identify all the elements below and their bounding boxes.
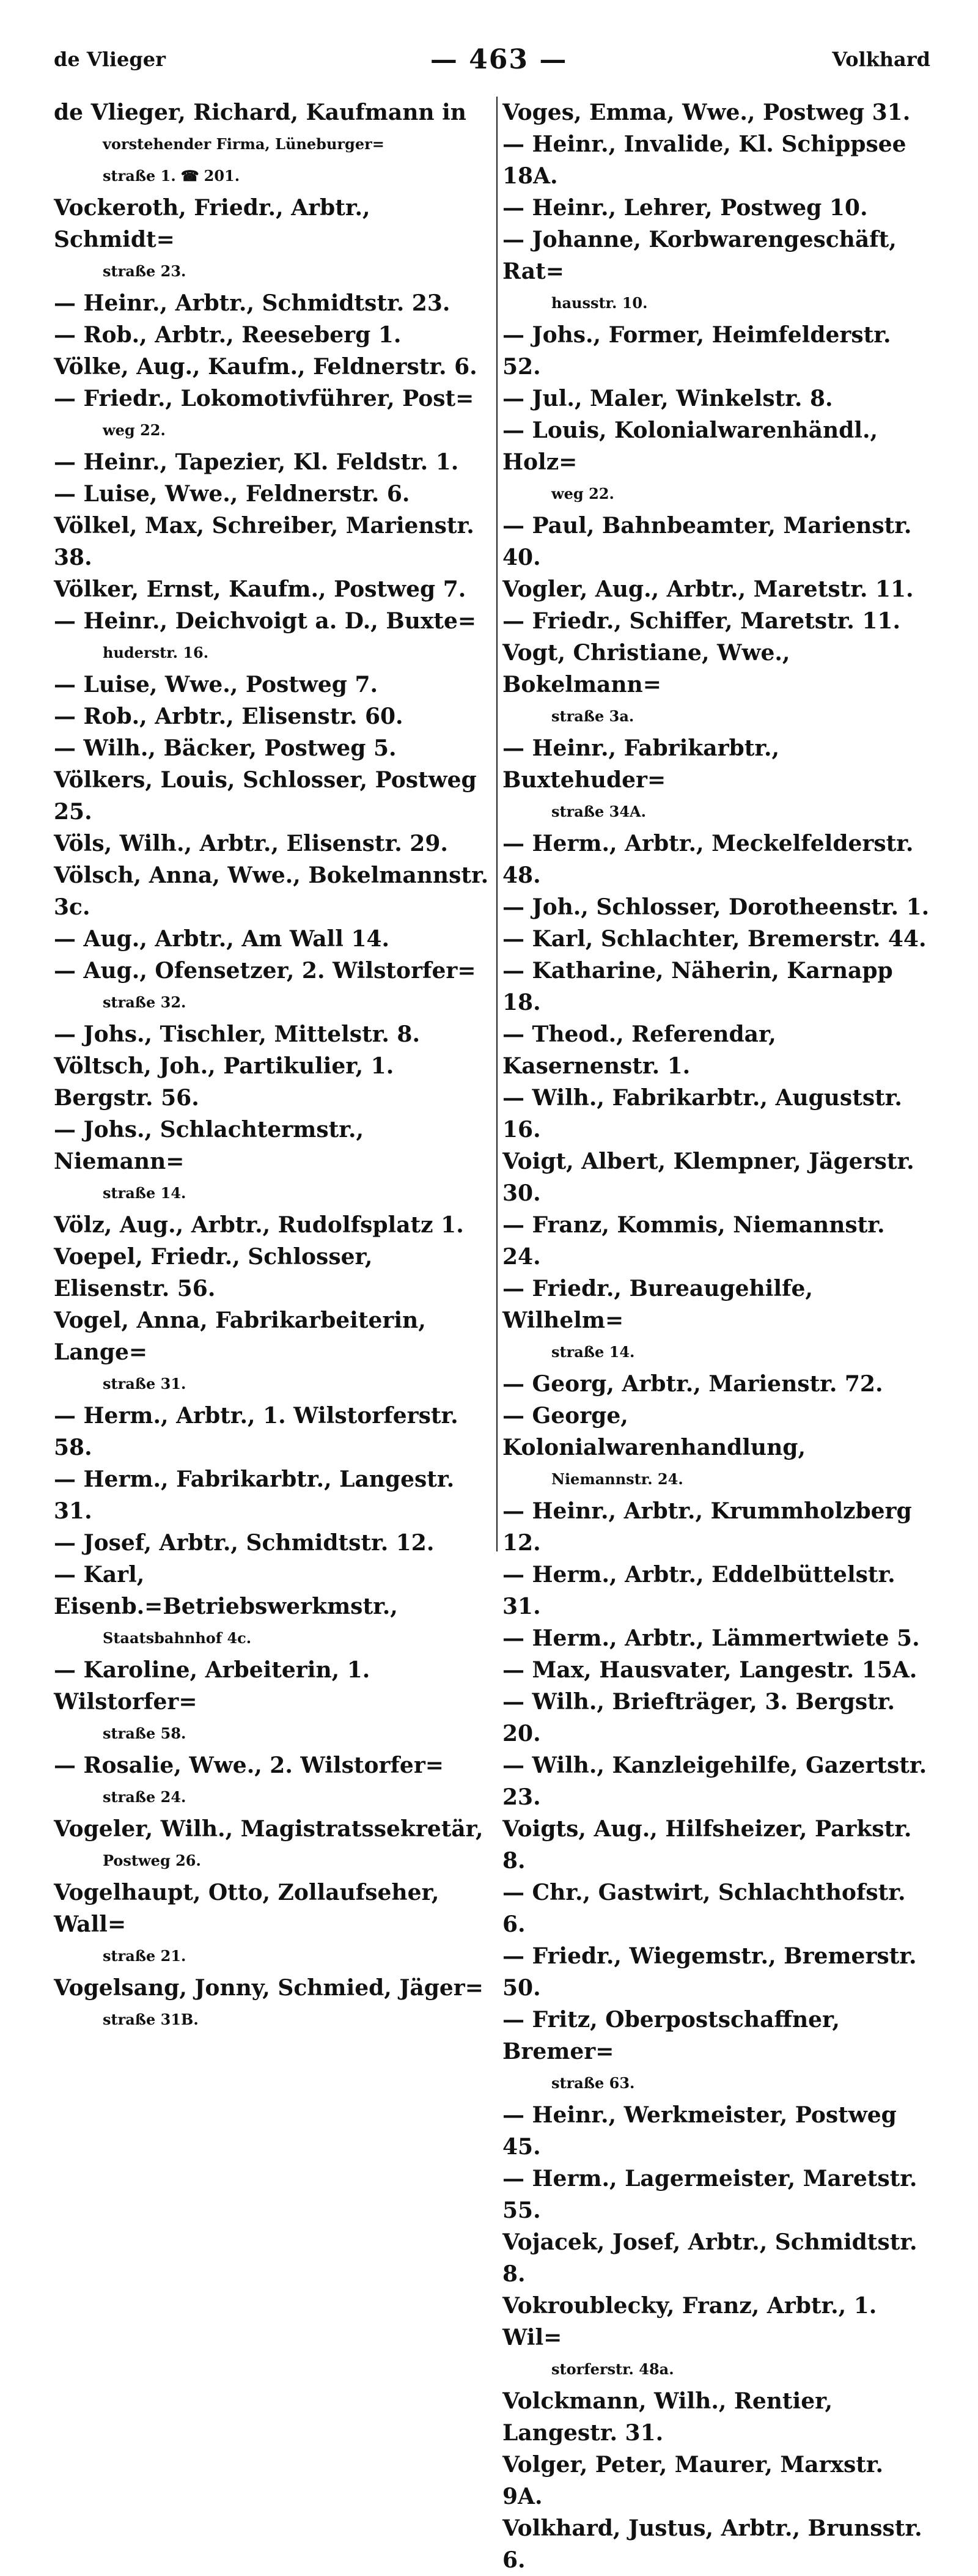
directory-entry-line xyxy=(54,605,494,637)
directory-entry-line xyxy=(54,414,494,446)
entry-text: Voigts, Aug., Hilfsheizer, Parkstr. 8. xyxy=(502,1816,912,1874)
directory-entry-line xyxy=(54,1368,494,1400)
directory-entry-line xyxy=(502,128,930,192)
entry-text: — Karl, Schlachter, Bremerstr. 44. xyxy=(502,926,927,952)
directory-entry-line xyxy=(502,2163,930,2226)
directory-entry-line xyxy=(502,2067,930,2099)
directory-entry-line xyxy=(54,1305,494,1368)
directory-entry-line xyxy=(502,383,930,414)
entry-text: — Wilh., Fabrikarbtr., Auguststr. 16. xyxy=(502,1085,902,1143)
entry-text: straße 23. xyxy=(103,262,186,280)
directory-entry-line xyxy=(502,2290,930,2353)
entry-text: — Paul, Bahnbeamter, Marienstr. 40. xyxy=(502,513,912,570)
entry-text: straße 21. xyxy=(103,1947,186,1965)
entry-text: vorstehender Firma, Lüneburger= xyxy=(103,135,384,153)
entry-text: straße 14. xyxy=(103,1184,186,1202)
entry-text: straße 63. xyxy=(551,2074,635,2092)
directory-entry-line xyxy=(54,319,494,351)
directory-entry-line xyxy=(54,1050,494,1114)
directory-entry-line xyxy=(54,1718,494,1750)
entry-text: Völke, Aug., Kaufm., Feldnerstr. 6. xyxy=(54,354,477,380)
entry-text: — Wilh., Briefträger, 3. Bergstr. 20. xyxy=(502,1689,895,1746)
entry-text: Vogler, Aug., Arbtr., Maretstr. 11. xyxy=(502,576,914,602)
entry-text: — Karoline, Arbeiterin, 1. Wilstorfer= xyxy=(54,1657,370,1715)
directory-entry-line xyxy=(502,1463,930,1495)
entry-text: straße 24. xyxy=(103,1788,186,1806)
page-number: — 463 — xyxy=(430,43,568,75)
directory-entry-line xyxy=(502,97,930,128)
entry-text: — Wilh., Kanzleigehilfe, Gazertstr. 23. xyxy=(502,1753,927,1810)
entry-text: weg 22. xyxy=(103,421,166,439)
entry-text: Vockeroth, Friedr., Arbtr., Schmidt= xyxy=(54,195,370,252)
entry-text: — Georg, Arbtr., Marienstr. 72. xyxy=(502,1371,883,1397)
directory-entry-line xyxy=(54,446,494,478)
directory-entry-line xyxy=(54,859,494,923)
entry-text: — Johs., Tischler, Mittelstr. 8. xyxy=(54,1021,421,1047)
directory-entry-line xyxy=(502,478,930,510)
directory-entry-line xyxy=(502,510,930,573)
directory-entry-line xyxy=(502,192,930,224)
entry-text: — Johanne, Korbwarengeschäft, Rat= xyxy=(502,227,897,284)
directory-entry-line xyxy=(54,1018,494,1050)
directory-entry-line xyxy=(54,828,494,859)
directory-entry-line xyxy=(54,637,494,669)
entry-text: straße 34A. xyxy=(551,803,647,820)
directory-entry-line xyxy=(502,1273,930,1336)
directory-entry-line xyxy=(502,1877,930,1940)
entry-text: — Karl, Eisenb.=Betriebswerkmstr., xyxy=(54,1562,398,1619)
entry-text: — Heinr., Lehrer, Postweg 10. xyxy=(502,195,868,221)
directory-entry-line xyxy=(502,2449,930,2512)
directory-entry-line xyxy=(502,1813,930,1877)
directory-entry-line xyxy=(502,287,930,319)
directory-entry-line xyxy=(54,1400,494,1463)
directory-entry-line xyxy=(502,2226,930,2290)
directory-entry-line xyxy=(54,573,494,605)
entry-text: Vogel, Anna, Fabrikarbeiterin, Lange= xyxy=(54,1308,426,1365)
entry-text: — Katharine, Näherin, Karnapp 18. xyxy=(502,958,893,1015)
entry-text: — Aug., Ofensetzer, 2. Wilstorfer= xyxy=(54,958,476,984)
entry-text: de Vlieger, Richard, Kaufmann in xyxy=(54,100,466,125)
directory-entry-line xyxy=(54,1877,494,1940)
directory-entry-line xyxy=(54,1972,494,2004)
directory-entry-line xyxy=(502,955,930,1018)
directory-entry-line xyxy=(502,1336,930,1368)
directory-entry-line xyxy=(502,2353,930,2385)
directory-entry-line xyxy=(502,1495,930,1559)
directory-entry-line xyxy=(54,764,494,828)
directory-entry-line xyxy=(502,1400,930,1463)
directory-entry-line xyxy=(502,1750,930,1813)
entry-text: Vogelsang, Jonny, Schmied, Jäger= xyxy=(54,1975,483,2001)
entry-text: Volger, Peter, Maurer, Marxstr. 9A. xyxy=(502,2452,884,2509)
directory-entry-line xyxy=(502,1622,930,1654)
header-left-keyword: de Vlieger xyxy=(54,48,166,71)
entry-text: straße 31B. xyxy=(103,2011,199,2028)
entry-text: Völkers, Louis, Schlosser, Postweg 25. xyxy=(54,767,477,825)
entry-text: Postweg 26. xyxy=(103,1852,201,1869)
directory-entry-line xyxy=(54,128,494,160)
entry-text: — Herm., Fabrikarbtr., Langestr. 31. xyxy=(54,1466,455,1524)
directory-entry-line xyxy=(54,1813,494,1845)
directory-entry-line xyxy=(54,1622,494,1654)
entry-text: — Wilh., Bäcker, Postweg 5. xyxy=(54,735,397,761)
entry-text: — Herm., Arbtr., Eddelbüttelstr. 31. xyxy=(502,1562,895,1619)
entry-text: — Louis, Kolonialwarenhändl., Holz= xyxy=(502,418,878,475)
entry-text: Völs, Wilh., Arbtr., Elisenstr. 29. xyxy=(54,831,448,856)
directory-entry-line xyxy=(502,1018,930,1082)
entry-text: — Herm., Arbtr., Lämmertwiete 5. xyxy=(502,1625,920,1651)
entry-text: — Franz, Kommis, Niemannstr. 24. xyxy=(502,1212,885,1270)
directory-entry-line xyxy=(502,732,930,796)
directory-entry-line xyxy=(502,1082,930,1146)
directory-entry-line xyxy=(502,1940,930,2004)
left-column xyxy=(54,97,494,2036)
entry-text: — Josef, Arbtr., Schmidtstr. 12. xyxy=(54,1530,435,1556)
entry-text: weg 22. xyxy=(551,485,614,502)
entry-text: — Heinr., Fabrikarbtr., Buxtehuder= xyxy=(502,735,780,793)
directory-entry-line xyxy=(502,1209,930,1273)
entry-text: straße 14. xyxy=(551,1343,635,1361)
entry-text: — Rob., Arbtr., Elisenstr. 60. xyxy=(54,704,403,729)
directory-entry-line xyxy=(54,1241,494,1305)
entry-text: Vokroublecky, Franz, Arbtr., 1. Wil= xyxy=(502,2293,877,2350)
directory-entry-line xyxy=(502,414,930,478)
entry-text: hausstr. 10. xyxy=(551,294,648,312)
directory-entry-line xyxy=(54,256,494,287)
directory-entry-line xyxy=(54,1781,494,1813)
entry-text: Volkhard, Justus, Arbtr., Brunsstr. 6. xyxy=(502,2515,922,2573)
directory-entry-line xyxy=(502,1654,930,1686)
entry-text: — Fritz, Oberpostschaffner, Bremer= xyxy=(502,2007,840,2064)
directory-entry-line xyxy=(502,701,930,732)
entry-text: — Friedr., Schiffer, Maretstr. 11. xyxy=(502,608,901,634)
entry-text: — Luise, Wwe., Feldnerstr. 6. xyxy=(54,481,410,507)
entry-text: Vogt, Christiane, Wwe., Bokelmann= xyxy=(502,640,790,697)
entry-text: straße 32. xyxy=(103,993,186,1011)
directory-entry-line xyxy=(54,160,494,192)
directory-entry-line xyxy=(502,1559,930,1622)
entry-text: — Chr., Gastwirt, Schlachthofstr. 6. xyxy=(502,1880,906,1937)
directory-entry-line xyxy=(502,2099,930,2163)
entry-text: — Herm., Arbtr., Meckelfelderstr. 48. xyxy=(502,831,914,888)
entry-text: straße 31. xyxy=(103,1375,186,1393)
directory-entry-line xyxy=(502,605,930,637)
page-header xyxy=(54,38,930,81)
directory-entry-line xyxy=(54,1750,494,1781)
entry-text: Staatsbahnhof 4c. xyxy=(103,1629,252,1647)
header-right-keyword: Volkhard xyxy=(832,48,930,71)
entry-text: — Luise, Wwe., Postweg 7. xyxy=(54,672,378,697)
entry-text: — Friedr., Bureaugehilfe, Wilhelm= xyxy=(502,1276,813,1333)
directory-entry-line xyxy=(54,955,494,987)
directory-entry-line xyxy=(502,2004,930,2067)
directory-entry-line xyxy=(502,1146,930,1209)
entry-text: — Friedr., Wiegemstr., Bremerstr. 50. xyxy=(502,1943,917,2001)
directory-entry-line xyxy=(54,923,494,955)
entry-text: Völkel, Max, Schreiber, Marienstr. 38. xyxy=(54,513,474,570)
directory-entry-line xyxy=(54,1845,494,1877)
directory-entry-line xyxy=(54,97,494,128)
directory-entry-line xyxy=(502,1368,930,1400)
directory-entry-line xyxy=(502,224,930,287)
entry-text: — Rosalie, Wwe., 2. Wilstorfer= xyxy=(54,1753,444,1778)
directory-entry-line xyxy=(54,1463,494,1527)
entry-text: straße 3a. xyxy=(551,707,634,725)
entry-text: — Heinr., Werkmeister, Postweg 45. xyxy=(502,2102,897,2160)
directory-entry-line xyxy=(502,573,930,605)
entry-text: — Heinr., Arbtr., Krummholzberg 12. xyxy=(502,1498,912,1556)
entry-text: — Jul., Maler, Winkelstr. 8. xyxy=(502,386,833,411)
entry-text: Vogelhaupt, Otto, Zollaufseher, Wall= xyxy=(54,1880,439,1937)
directory-entry-line xyxy=(54,732,494,764)
directory-entry-line xyxy=(54,383,494,414)
entry-text: — Heinr., Tapezier, Kl. Feldstr. 1. xyxy=(54,449,459,475)
entry-text: Vogeler, Wilh., Magistratssekretär, xyxy=(54,1816,483,1842)
entry-text: Völz, Aug., Arbtr., Rudolfsplatz 1. xyxy=(54,1212,464,1238)
directory-entry-line xyxy=(54,1559,494,1622)
entry-text: — Theod., Referendar, Kasernenstr. 1. xyxy=(502,1021,776,1079)
directory-entry-line xyxy=(502,923,930,955)
entry-text: — Heinr., Invalide, Kl. Schippsee 18A. xyxy=(502,131,906,189)
directory-entry-line xyxy=(54,510,494,573)
directory-entry-line xyxy=(54,701,494,732)
column-divider xyxy=(496,97,498,1551)
directory-entry-line xyxy=(502,319,930,383)
entry-text: huderstr. 16. xyxy=(103,644,209,661)
entry-text: Voepel, Friedr., Schlosser, Elisenstr. 56. xyxy=(54,1244,373,1301)
phone-number: 201. xyxy=(204,167,240,185)
directory-entry-line xyxy=(502,2385,930,2449)
directory-entry-line xyxy=(502,637,930,701)
entry-text: — Johs., Former, Heimfelderstr. 52. xyxy=(502,322,891,380)
entry-text: — Herm., Lagermeister, Maretstr. 55. xyxy=(502,2166,917,2223)
entry-text: storferstr. 48a. xyxy=(551,2360,674,2378)
directory-entry-line xyxy=(54,1654,494,1718)
entry-text: — Johs., Schlachtermstr., Niemann= xyxy=(54,1117,364,1174)
directory-entry-line xyxy=(54,351,494,383)
directory-entry-line xyxy=(54,478,494,510)
entry-text: — Max, Hausvater, Langestr. 15A. xyxy=(502,1657,917,1683)
directory-entry-line xyxy=(54,192,494,256)
directory-entry-line xyxy=(502,891,930,923)
entry-text: — Friedr., Lokomotivführer, Post= xyxy=(54,386,474,411)
entry-text: straße 58. xyxy=(103,1724,186,1742)
entry-text: Völsch, Anna, Wwe., Bokelmannstr. 3c. xyxy=(54,863,489,920)
entry-text: — George, Kolonialwarenhandlung, xyxy=(502,1403,806,1460)
telephone-icon: ☎ xyxy=(180,167,199,185)
directory-entry-line xyxy=(54,2004,494,2036)
directory-entry-line xyxy=(54,987,494,1018)
directory-entry-line xyxy=(54,1114,494,1177)
directory-entry-line xyxy=(54,1940,494,1972)
entry-text: — Joh., Schlosser, Dorotheenstr. 1. xyxy=(502,894,930,920)
directory-entry-line xyxy=(502,796,930,828)
entry-text: straße 1. xyxy=(103,167,176,185)
directory-entry-line xyxy=(54,1209,494,1241)
directory-entry-line xyxy=(54,669,494,701)
entry-text: — Heinr., Arbtr., Schmidtstr. 23. xyxy=(54,290,450,316)
right-column xyxy=(502,97,930,2576)
entry-text: Niemannstr. 24. xyxy=(551,1470,683,1488)
entry-text: — Aug., Arbtr., Am Wall 14. xyxy=(54,926,390,952)
entry-text: — Heinr., Deichvoigt a. D., Buxte= xyxy=(54,608,477,634)
entry-text: Vojacek, Josef, Arbtr., Schmidtstr. 8. xyxy=(502,2229,917,2287)
entry-text: Völtsch, Joh., Partikulier, 1. Bergstr. 56. xyxy=(54,1053,394,1111)
directory-entry-line xyxy=(54,1527,494,1559)
entry-text: Völker, Ernst, Kaufm., Postweg 7. xyxy=(54,576,466,602)
directory-entry-line xyxy=(502,1686,930,1750)
directory-entry-line xyxy=(502,2512,930,2576)
entry-text: Voges, Emma, Wwe., Postweg 31. xyxy=(502,100,911,125)
entry-text: — Rob., Arbtr., Reeseberg 1. xyxy=(54,322,402,348)
directory-entry-line xyxy=(54,287,494,319)
entry-text: — Herm., Arbtr., 1. Wilstorferstr. 58. xyxy=(54,1403,458,1460)
entry-text: Voigt, Albert, Klempner, Jägerstr. 30. xyxy=(502,1149,914,1206)
entry-text: Volckmann, Wilh., Rentier, Langestr. 31. xyxy=(502,2388,833,2446)
directory-entry-line xyxy=(54,1177,494,1209)
directory-entry-line xyxy=(502,828,930,891)
